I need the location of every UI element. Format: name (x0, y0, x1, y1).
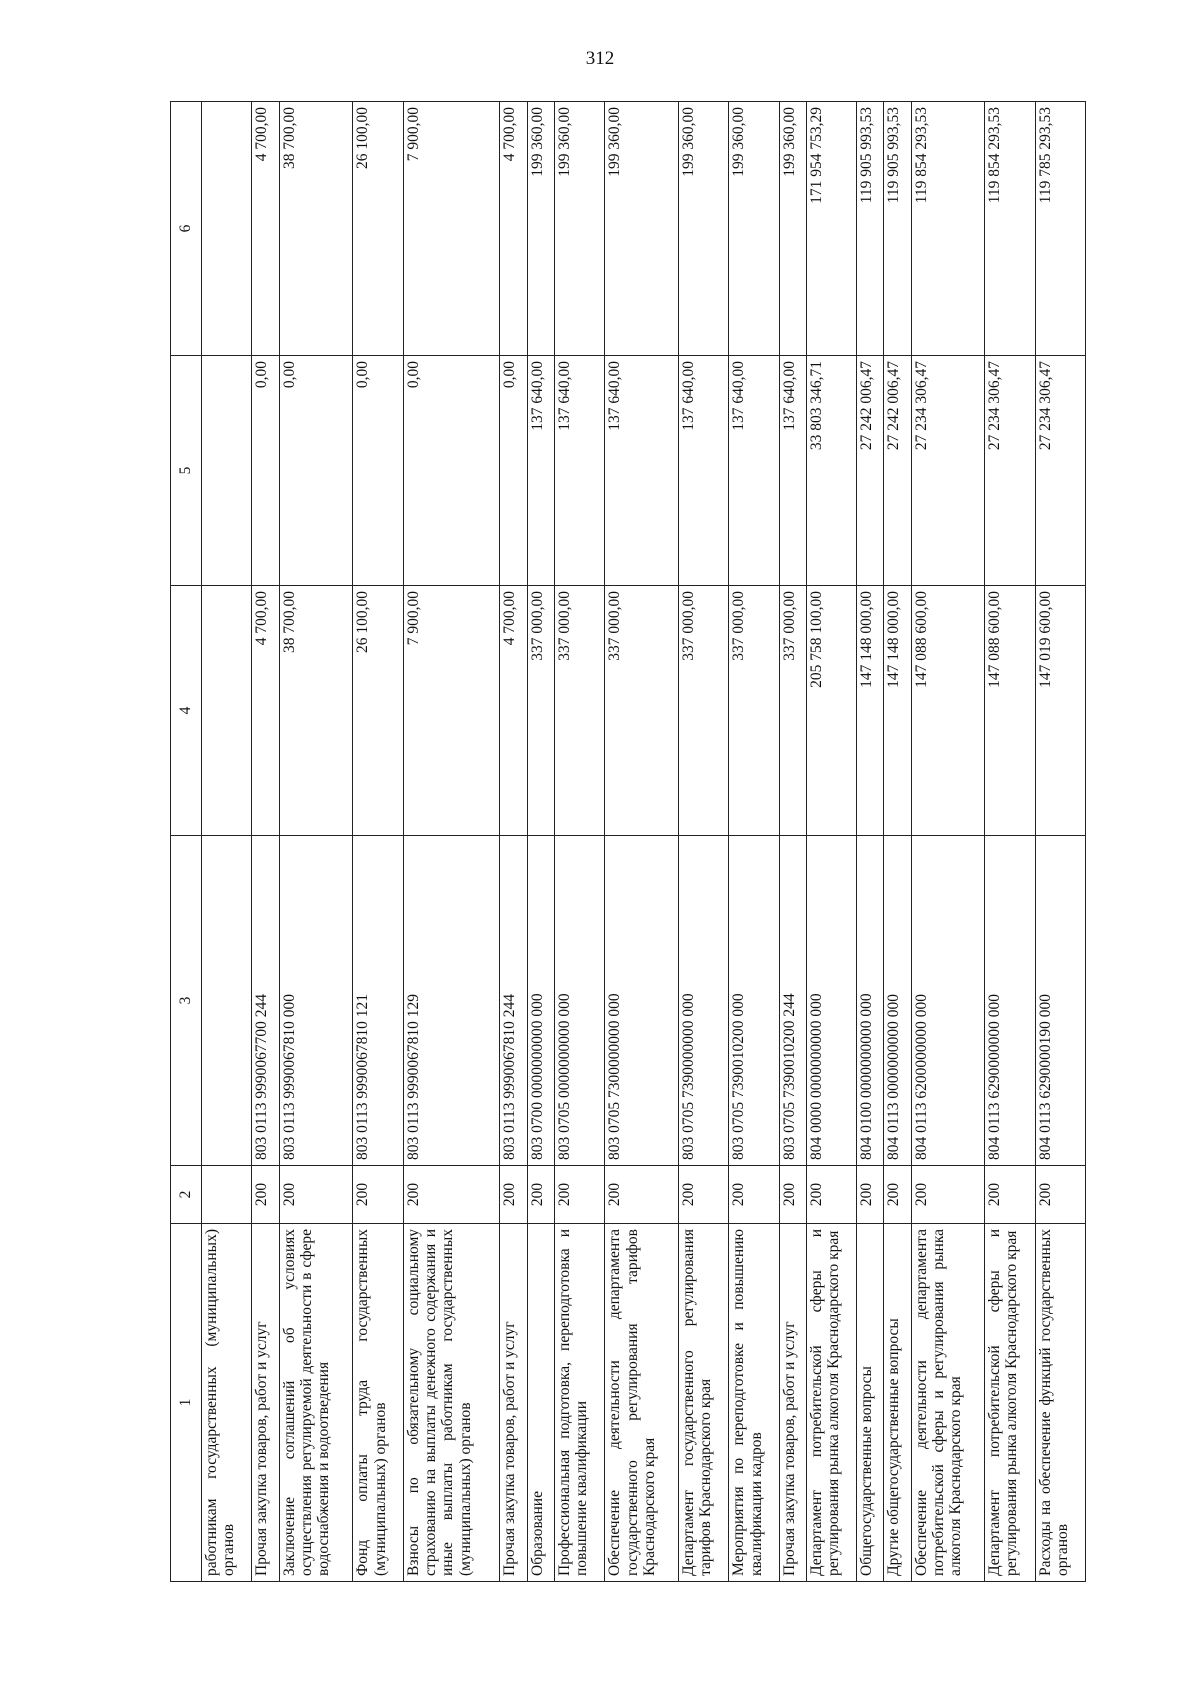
cell-column-2: 200 (279, 1166, 353, 1224)
cell-amount-approved: 4 700,00 (500, 586, 527, 836)
cell-name: Обеспечение деятельности департамента государственного регулирования тарифов Краснодарского края (605, 1224, 679, 1582)
cell-column-2: 200 (779, 1166, 806, 1224)
cell-amount-executed: 27 234 306,47 (911, 356, 985, 586)
cell-column-2: 200 (605, 1166, 679, 1224)
cell-amount-remaining: 199 360,00 (678, 102, 728, 356)
cell-budget-code: 803 0705 7390010200 244 (779, 836, 806, 1166)
cell-amount-approved: 337 000,00 (779, 586, 806, 836)
cell-budget-code: 804 0000 0000000000 000 (806, 836, 856, 1166)
table-body (202, 102, 1086, 1582)
cell-amount-remaining: 199 360,00 (779, 102, 806, 356)
cell-amount-executed: 27 234 306,47 (1035, 356, 1085, 586)
cell-amount-remaining: 7 900,00 (403, 102, 500, 356)
cell-name: Фонд оплаты труда государственных (муниципальных) органов (353, 1224, 403, 1582)
cell-amount-executed: 137 640,00 (678, 356, 728, 586)
cell-budget-code: 804 0100 0000000000 000 (857, 836, 884, 1166)
cell-budget-code: 803 0113 9990067700 244 (252, 836, 279, 1166)
cell-amount-approved: 147 019 600,00 (1035, 586, 1085, 836)
cell-budget-code: 803 0705 0000000000 000 (554, 836, 604, 1166)
cell-name: Прочая закупка товаров, работ и услуг (252, 1224, 279, 1582)
cell-amount-approved: 147 148 000,00 (857, 586, 884, 836)
cell-amount-remaining (202, 102, 252, 356)
cell-column-2: 200 (554, 1166, 604, 1224)
cell-amount-remaining: 199 360,00 (527, 102, 554, 356)
cell-budget-code: 804 0113 6290000000 000 (985, 836, 1035, 1166)
column-header-1: 1 (171, 1224, 202, 1582)
column-header-2: 2 (171, 1166, 202, 1224)
cell-amount-remaining: 38 700,00 (279, 102, 353, 356)
cell-name: Другие общегосударственные вопросы (884, 1224, 911, 1582)
cell-amount-approved: 337 000,00 (729, 586, 779, 836)
table-row (857, 102, 884, 1582)
cell-amount-remaining: 171 954 753,29 (806, 102, 856, 356)
cell-amount-executed: 137 640,00 (527, 356, 554, 586)
cell-name: Департамент государственного регулирования тарифов Краснодарского края (678, 1224, 728, 1582)
cell-budget-code: 803 0705 7300000000 000 (605, 836, 679, 1166)
cell-amount-remaining: 119 854 293,53 (985, 102, 1035, 356)
header-row (171, 102, 202, 1582)
table-row (729, 102, 779, 1582)
cell-amount-approved: 147 148 000,00 (884, 586, 911, 836)
cell-amount-approved: 205 758 100,00 (806, 586, 856, 836)
table-row (279, 102, 353, 1582)
cell-amount-remaining: 26 100,00 (353, 102, 403, 356)
cell-amount-remaining: 199 360,00 (729, 102, 779, 356)
table-header (171, 102, 202, 1582)
table-row (605, 102, 679, 1582)
table-row (884, 102, 911, 1582)
cell-amount-executed: 137 640,00 (729, 356, 779, 586)
cell-amount-approved: 7 900,00 (403, 586, 500, 836)
cell-amount-approved: 147 088 600,00 (911, 586, 985, 836)
cell-amount-executed: 137 640,00 (605, 356, 679, 586)
table-row (353, 102, 403, 1582)
cell-amount-approved: 337 000,00 (605, 586, 679, 836)
cell-column-2: 200 (884, 1166, 911, 1224)
cell-budget-code: 803 0700 0000000000 000 (527, 836, 554, 1166)
cell-column-2: 200 (857, 1166, 884, 1224)
cell-column-2: 200 (252, 1166, 279, 1224)
cell-column-2: 200 (678, 1166, 728, 1224)
cell-amount-executed: 0,00 (353, 356, 403, 586)
cell-amount-approved: 337 000,00 (554, 586, 604, 836)
column-header-6: 6 (171, 102, 202, 356)
cell-amount-executed: 0,00 (403, 356, 500, 586)
table-row (554, 102, 604, 1582)
cell-budget-code: 803 0113 9990067810 129 (403, 836, 500, 1166)
cell-budget-code: 803 0705 7390010200 000 (729, 836, 779, 1166)
table-row (806, 102, 856, 1582)
cell-budget-code: 803 0113 9990067810 121 (353, 836, 403, 1166)
cell-column-2 (202, 1166, 252, 1224)
cell-amount-executed: 0,00 (500, 356, 527, 586)
table-row (985, 102, 1035, 1582)
cell-amount-approved (202, 586, 252, 836)
cell-name: Обеспечение деятельности департамента потребительской сферы и регулирования рынка алкоголя Краснодарского края (911, 1224, 985, 1582)
cell-name: Профессиональная подготовка, переподготовка и повышение квалификации (554, 1224, 604, 1582)
cell-amount-remaining: 119 905 993,53 (884, 102, 911, 356)
cell-name: Прочая закупка товаров, работ и услуг (500, 1224, 527, 1582)
table-row (779, 102, 806, 1582)
cell-name: Образование (527, 1224, 554, 1582)
cell-amount-executed: 0,00 (252, 356, 279, 586)
cell-amount-approved: 26 100,00 (353, 586, 403, 836)
cell-budget-code: 804 0113 0000000000 000 (884, 836, 911, 1166)
cell-name: Мероприятия по переподготовке и повышению квалификации кадров (729, 1224, 779, 1582)
cell-budget-code: 803 0705 7390000000 000 (678, 836, 728, 1166)
cell-name: работникам государственных (муниципальных) органов (202, 1224, 252, 1582)
budget-table (170, 101, 1086, 1582)
column-header-5: 5 (171, 356, 202, 586)
cell-column-2: 200 (353, 1166, 403, 1224)
cell-column-2: 200 (806, 1166, 856, 1224)
cell-amount-executed: 33 803 346,71 (806, 356, 856, 586)
table-row (678, 102, 728, 1582)
cell-amount-remaining: 199 360,00 (554, 102, 604, 356)
cell-budget-code: 803 0113 9990067810 000 (279, 836, 353, 1166)
table-row (252, 102, 279, 1582)
cell-amount-executed: 137 640,00 (779, 356, 806, 586)
column-header-4: 4 (171, 586, 202, 836)
cell-budget-code: 804 0113 6290000190 000 (1035, 836, 1085, 1166)
cell-budget-code: 804 0113 6200000000 000 (911, 836, 985, 1166)
cell-name: Заключение соглашений об условиях осуществления регулируемой деятельности в сфере водоснабжения и водоотведения (279, 1224, 353, 1582)
cell-amount-executed (202, 356, 252, 586)
cell-amount-remaining: 4 700,00 (500, 102, 527, 356)
cell-amount-executed: 137 640,00 (554, 356, 604, 586)
cell-budget-code: 803 0113 9990067810 244 (500, 836, 527, 1166)
cell-amount-executed: 27 234 306,47 (985, 356, 1035, 586)
rotated-table-wrapper (170, 102, 1086, 1582)
cell-amount-approved: 4 700,00 (252, 586, 279, 836)
cell-name: Департамент потребительской сферы и регулирования рынка алкоголя Краснодарского края (985, 1224, 1035, 1582)
cell-name: Взносы по обязательному социальному страхованию на выплаты денежного содержания и иные выплаты работникам государственных (муниципальных) органов (403, 1224, 500, 1582)
page-number: 312 (585, 48, 615, 69)
cell-name: Расходы на обеспечение функций государственных органов (1035, 1224, 1085, 1582)
table-row (527, 102, 554, 1582)
cell-amount-remaining: 119 854 293,53 (911, 102, 985, 356)
cell-column-2: 200 (1035, 1166, 1085, 1224)
cell-amount-remaining: 199 360,00 (605, 102, 679, 356)
cell-name: Прочая закупка товаров, работ и услуг (779, 1224, 806, 1582)
cell-amount-approved: 337 000,00 (678, 586, 728, 836)
cell-column-2: 200 (500, 1166, 527, 1224)
cell-amount-approved: 38 700,00 (279, 586, 353, 836)
cell-amount-executed: 27 242 006,47 (884, 356, 911, 586)
column-header-3: 3 (171, 836, 202, 1166)
cell-name: Департамент потребительской сферы и регулирования рынка алкоголя Краснодарского края (806, 1224, 856, 1582)
cell-column-2: 200 (729, 1166, 779, 1224)
cell-name: Общегосударственные вопросы (857, 1224, 884, 1582)
cell-column-2: 200 (911, 1166, 985, 1224)
table-row (202, 102, 252, 1582)
cell-amount-remaining: 4 700,00 (252, 102, 279, 356)
cell-amount-approved: 337 000,00 (527, 586, 554, 836)
cell-column-2: 200 (985, 1166, 1035, 1224)
cell-amount-executed: 0,00 (279, 356, 353, 586)
cell-budget-code (202, 836, 252, 1166)
cell-amount-approved: 147 088 600,00 (985, 586, 1035, 836)
table-row (403, 102, 500, 1582)
table-row (1035, 102, 1085, 1582)
cell-amount-remaining: 119 785 293,53 (1035, 102, 1085, 356)
cell-column-2: 200 (527, 1166, 554, 1224)
cell-amount-remaining: 119 905 993,53 (857, 102, 884, 356)
cell-amount-executed: 27 242 006,47 (857, 356, 884, 586)
cell-column-2: 200 (403, 1166, 500, 1224)
table-row (500, 102, 527, 1582)
table-row (911, 102, 985, 1582)
